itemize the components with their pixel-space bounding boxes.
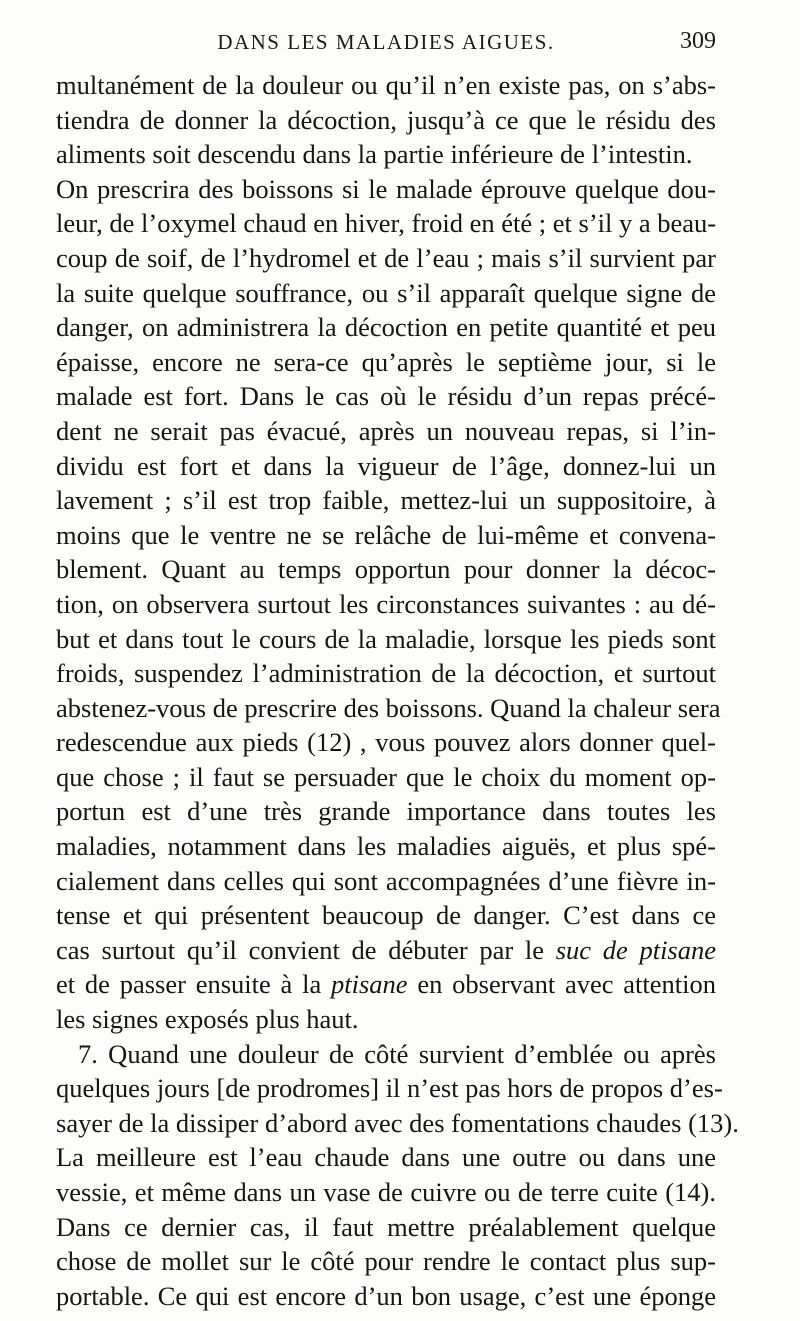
text-segment: portun est d’une très grande importance dans toutes les [56,796,716,827]
text-segment: chose de mollet sur le côté pour rendre le contact plus sup- [56,1246,716,1277]
text-segment: les signes exposés plus haut. [56,1004,359,1035]
text-line [56,691,721,726]
text-line [56,1279,716,1314]
text-line [56,967,716,1002]
text-segment: multanément de la douleur ou qu’il n’en existe pas, on s’abs- [56,70,716,100]
text-segment: moins que le ventre ne se relâche de lui-même et convena- [56,519,716,550]
text-line [56,310,716,345]
text-line [56,206,716,241]
text-line [56,518,716,553]
text-line [56,794,716,829]
text-segment: aliments soit descendu dans la partie inférieure de l’intestin. [56,139,693,170]
text-line [56,379,716,414]
text-segment: abstenez-vous de prescrire des boissons. Quand la chaleur sera [56,692,721,723]
text-segment: blement. Quant au temps opportun pour donner la décoc- [56,554,716,585]
page-number: 309 [680,28,716,54]
text-segment: coup de soif, de l’hydromel et de l’eau ; mais s’il survient par [56,242,716,273]
text-line [56,172,716,207]
text-line [56,1037,716,1072]
text-segment: en observant avec attention [407,969,717,1000]
text-line [56,1175,716,1210]
text-segment: vessie, et même dans un vase de cuivre ou de terre cuite (14). [56,1177,716,1207]
text-line [56,414,716,449]
text-segment: 7. Quand une douleur de côté survient d’emblée ou après [78,1038,716,1069]
text-segment: sayer de la dissiper d’abord avec des fomentations chaudes (13). [56,1107,739,1138]
text-line [56,1210,716,1245]
text-line [56,345,716,380]
text-segment: danger, on administrera la décoction en petite quantité et peu [56,312,716,343]
italic-text: ptisane [331,969,408,1000]
text-line [56,1244,716,1279]
text-line [56,68,716,103]
text-segment: portable. Ce qui est encore d’un bon usage, c’est une éponge [56,1280,716,1311]
text-line [56,587,716,622]
text-line [56,829,716,864]
text-line [56,725,716,760]
text-segment: On prescrira des boissons si le malade éprouve quelque dou- [56,173,716,204]
text-line [56,864,716,899]
text-line [56,1140,716,1175]
text-segment: Dans ce dernier cas, il faut mettre préalablement quelque [56,1211,716,1242]
running-title: DANS LES MALADIES AIGUES. [217,30,555,54]
text-segment: redescendue aux pieds (12) , vous pouvez alors donner quel- [56,727,716,758]
text-line [56,552,716,587]
italic-text: suc de ptisane [555,934,717,965]
text-segment: dividu est fort et dans la vigueur de l’âge, donnez-lui un [56,450,716,481]
text-line [56,276,716,311]
text-segment: que chose ; il faut se persuader que le choix du moment op- [56,761,716,792]
text-segment: et de passer ensuite à la [56,969,332,1000]
text-segment: quelques jours [de prodromes] il n’est pas hors de propos d’es- [56,1073,723,1104]
text-segment: épaisse, encore ne sera-ce qu’après le septième jour, si le [56,346,716,377]
body-text [56,68,739,1313]
text-line [56,1106,739,1141]
text-segment: leur, de l’oxymel chaud en hiver, froid en été ; et s’il y a beau- [56,208,717,239]
text-line [56,449,716,484]
text-segment: La meilleure est l’eau chaude dans une outre ou dans une [56,1142,716,1173]
text-segment: froids, suspendez l’administration de la décoction, et surtout [56,658,716,689]
text-segment: tion, on observera surtout les circonstances suivantes : au dé- [56,588,716,619]
text-segment: cialement dans celles qui sont accompagnées d’une fièvre in- [56,865,716,896]
text-line [56,137,716,172]
running-head [56,30,716,60]
text-line [56,1071,723,1106]
text-segment: tiendra de donner la décoction, jusqu’à ce que le résidu des [56,104,716,135]
text-segment: lavement ; s’il est trop faible, mettez-lui un suppositoire, à [56,485,716,516]
text-segment: but et dans tout le cours de la maladie, lorsque les pieds sont [56,623,716,654]
text-line [56,760,716,795]
text-segment: cas surtout qu’il convient de débuter par le [56,934,556,965]
text-segment: malade est fort. Dans le cas où le résidu d’un repas précé- [56,381,716,412]
text-line [56,483,716,518]
text-line [56,656,716,691]
text-line [56,622,716,657]
text-segment: dent ne serait pas évacué, après un nouveau repas, si l’in- [56,415,716,446]
text-line [56,933,716,968]
text-segment: tense et qui présentent beaucoup de danger. C’est dans ce [56,900,716,931]
text-segment: maladies, notamment dans les maladies aiguës, et plus spé- [56,831,716,862]
text-line [56,241,716,276]
text-line [56,898,716,933]
text-line [56,1002,716,1037]
text-line [56,103,716,138]
text-segment: la suite quelque souffrance, ou s’il apparaît quelque signe de [56,277,716,308]
